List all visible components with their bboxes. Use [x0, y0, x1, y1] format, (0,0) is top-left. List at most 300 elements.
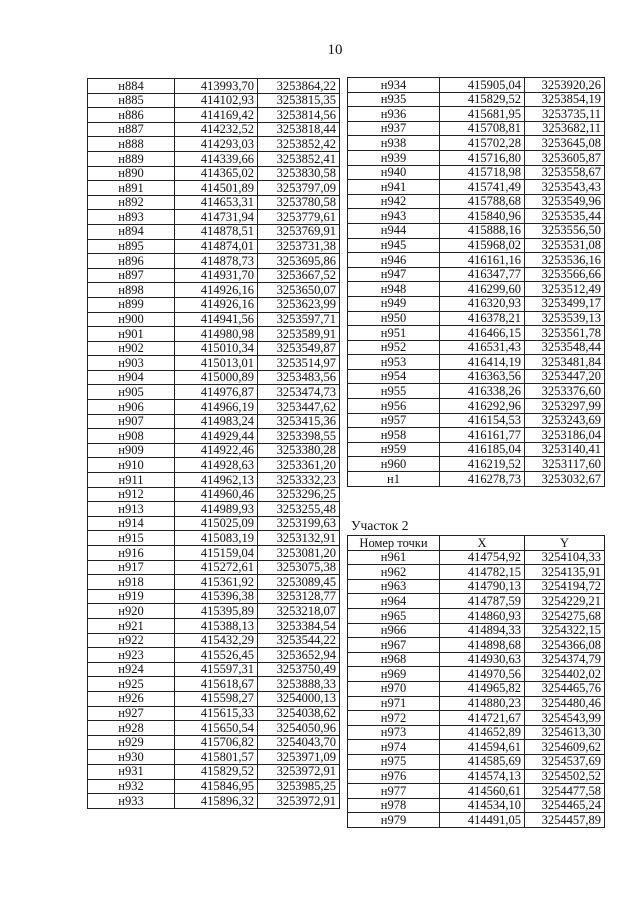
x-coordinate-cell: 414491,05 — [440, 813, 525, 828]
y-coordinate-cell: 3253081,20 — [258, 546, 340, 561]
table-row — [88, 443, 340, 458]
table-row — [348, 369, 605, 384]
y-coordinate-cell: 3253332,23 — [258, 473, 340, 488]
y-coordinate-cell: 3253483,56 — [258, 370, 340, 385]
y-coordinate-cell: 3253549,96 — [525, 194, 605, 209]
x-coordinate-cell: 413993,70 — [175, 79, 258, 94]
table-row — [348, 282, 605, 297]
y-coordinate-cell: 3253854,19 — [525, 92, 605, 107]
point-number-cell: н908 — [88, 429, 175, 444]
x-coordinate-cell: 416292,96 — [440, 399, 525, 414]
y-coordinate-cell: 3253852,42 — [258, 137, 340, 152]
x-coordinate-cell: 415000,89 — [175, 370, 258, 385]
y-coordinate-cell: 3253750,49 — [258, 662, 340, 677]
y-coordinate-cell: 3253852,41 — [258, 151, 340, 166]
table-row — [348, 754, 605, 769]
point-number-cell: н911 — [88, 473, 175, 488]
y-coordinate-cell: 3253255,48 — [258, 502, 340, 517]
y-coordinate-cell: 3253243,69 — [525, 413, 605, 428]
point-number-cell: н935 — [348, 92, 440, 107]
x-coordinate-cell: 414966,19 — [175, 400, 258, 415]
x-coordinate-cell: 414339,66 — [175, 151, 258, 166]
point-number-cell: н969 — [348, 667, 440, 682]
table-row — [88, 137, 340, 152]
point-number-cell: н906 — [88, 400, 175, 415]
table-row — [88, 473, 340, 488]
point-number-cell: н921 — [88, 618, 175, 633]
y-coordinate-cell: 3253814,56 — [258, 108, 340, 123]
point-number-cell: н963 — [348, 579, 440, 594]
table-row — [348, 696, 605, 711]
point-number-cell: н950 — [348, 311, 440, 326]
x-coordinate-cell: 416414,19 — [440, 355, 525, 370]
table-row — [88, 794, 340, 809]
y-coordinate-cell: 3254543,99 — [525, 711, 605, 726]
table-row — [348, 150, 605, 165]
y-coordinate-cell: 3253818,44 — [258, 122, 340, 137]
table-row — [88, 283, 340, 298]
y-coordinate-cell: 3253376,60 — [525, 384, 605, 399]
x-coordinate-cell: 415718,98 — [440, 165, 525, 180]
header-x: X — [440, 536, 525, 551]
x-coordinate-cell: 415083,19 — [175, 531, 258, 546]
x-coordinate-cell: 415615,33 — [175, 706, 258, 721]
x-coordinate-cell: 414898,68 — [440, 638, 525, 653]
table-row — [348, 92, 605, 107]
table-row — [348, 457, 605, 472]
x-coordinate-cell: 414922,46 — [175, 443, 258, 458]
table-row — [348, 78, 605, 93]
point-number-cell: н941 — [348, 180, 440, 195]
y-coordinate-cell: 3253650,07 — [258, 283, 340, 298]
y-coordinate-cell: 3254043,70 — [258, 735, 340, 750]
point-number-cell: н895 — [88, 239, 175, 254]
y-coordinate-cell: 3253297,99 — [525, 399, 605, 414]
y-coordinate-cell: 3254477,58 — [525, 784, 605, 799]
y-coordinate-cell: 3253186,04 — [525, 428, 605, 443]
coordinates-table-section-2 — [347, 535, 605, 828]
y-coordinate-cell: 3253735,11 — [525, 107, 605, 122]
y-coordinate-cell: 3254402,02 — [525, 667, 605, 682]
point-number-cell: н973 — [348, 725, 440, 740]
x-coordinate-cell: 414894,33 — [440, 623, 525, 638]
table-row — [348, 355, 605, 370]
x-coordinate-cell: 416347,77 — [440, 267, 525, 282]
point-number-cell: н965 — [348, 608, 440, 623]
x-coordinate-cell: 414874,01 — [175, 239, 258, 254]
x-coordinate-cell: 414731,94 — [175, 210, 258, 225]
point-number-cell: н961 — [348, 550, 440, 565]
y-coordinate-cell: 3254322,15 — [525, 623, 605, 638]
x-coordinate-cell: 415896,32 — [175, 794, 258, 809]
point-number-cell: н938 — [348, 136, 440, 151]
x-coordinate-cell: 415829,52 — [175, 764, 258, 779]
table-row — [88, 195, 340, 210]
table-row — [348, 384, 605, 399]
x-coordinate-cell: 416219,52 — [440, 457, 525, 472]
y-coordinate-cell: 3253512,49 — [525, 282, 605, 297]
y-coordinate-cell: 3254537,69 — [525, 754, 605, 769]
point-number-cell: н884 — [88, 79, 175, 94]
table-row — [88, 166, 340, 181]
table-row — [348, 326, 605, 341]
table-row — [348, 428, 605, 443]
x-coordinate-cell: 416278,73 — [440, 472, 525, 487]
table-header-row — [348, 536, 605, 551]
table-row — [348, 180, 605, 195]
point-number-cell: н919 — [88, 589, 175, 604]
y-coordinate-cell: 3253779,61 — [258, 210, 340, 225]
header-y: Y — [525, 536, 605, 551]
y-coordinate-cell: 3253667,52 — [258, 268, 340, 283]
point-number-cell: н896 — [88, 254, 175, 269]
x-coordinate-cell: 415681,95 — [440, 107, 525, 122]
table-row — [88, 458, 340, 473]
table-row — [348, 813, 605, 828]
point-number-cell: н939 — [348, 150, 440, 165]
table-row — [88, 546, 340, 561]
table-row — [88, 93, 340, 108]
table-row — [88, 618, 340, 633]
y-coordinate-cell: 3254457,89 — [525, 813, 605, 828]
y-coordinate-cell: 3254465,24 — [525, 798, 605, 813]
x-coordinate-cell: 415361,92 — [175, 575, 258, 590]
y-coordinate-cell: 3253543,43 — [525, 180, 605, 195]
x-coordinate-cell: 414965,82 — [440, 681, 525, 696]
point-number-cell: н932 — [88, 779, 175, 794]
x-coordinate-cell: 415708,81 — [440, 121, 525, 136]
y-coordinate-cell: 3253623,99 — [258, 297, 340, 312]
y-coordinate-cell: 3253514,97 — [258, 356, 340, 371]
point-number-cell: н927 — [88, 706, 175, 721]
table-row — [348, 608, 605, 623]
y-coordinate-cell: 3253645,08 — [525, 136, 605, 151]
y-coordinate-cell: 3253474,73 — [258, 385, 340, 400]
y-coordinate-cell: 3254374,79 — [525, 652, 605, 667]
table-row — [348, 296, 605, 311]
table-row — [88, 239, 340, 254]
point-number-cell: н920 — [88, 604, 175, 619]
x-coordinate-cell: 415702,28 — [440, 136, 525, 151]
table-row — [88, 297, 340, 312]
point-number-cell: н968 — [348, 652, 440, 667]
right-top-table-body — [348, 78, 605, 487]
x-coordinate-cell: 414782,15 — [440, 565, 525, 580]
point-number-cell: н912 — [88, 487, 175, 502]
y-coordinate-cell: 3253384,54 — [258, 618, 340, 633]
point-number-cell: н966 — [348, 623, 440, 638]
table-row — [88, 706, 340, 721]
x-coordinate-cell: 415272,61 — [175, 560, 258, 575]
x-coordinate-cell: 414721,67 — [440, 711, 525, 726]
point-number-cell: н891 — [88, 181, 175, 196]
x-coordinate-cell: 414983,24 — [175, 414, 258, 429]
table-row — [348, 725, 605, 740]
table-row — [88, 414, 340, 429]
y-coordinate-cell: 3253361,20 — [258, 458, 340, 473]
x-coordinate-cell: 416185,04 — [440, 442, 525, 457]
table-row — [88, 662, 340, 677]
y-coordinate-cell: 3253128,77 — [258, 589, 340, 604]
y-coordinate-cell: 3253539,13 — [525, 311, 605, 326]
y-coordinate-cell: 3253447,62 — [258, 400, 340, 415]
y-coordinate-cell: 3254050,96 — [258, 721, 340, 736]
point-number-cell: н975 — [348, 754, 440, 769]
point-number-cell: н905 — [88, 385, 175, 400]
x-coordinate-cell: 414754,92 — [440, 550, 525, 565]
y-coordinate-cell: 3253089,45 — [258, 575, 340, 590]
y-coordinate-cell: 3253548,44 — [525, 340, 605, 355]
point-number-cell: н887 — [88, 122, 175, 137]
point-number-cell: н960 — [348, 457, 440, 472]
point-number-cell: н972 — [348, 711, 440, 726]
point-number-cell: н946 — [348, 253, 440, 268]
table-row — [348, 594, 605, 609]
y-coordinate-cell: 3254135,91 — [525, 565, 605, 580]
x-coordinate-cell: 416154,53 — [440, 413, 525, 428]
point-number-cell: н934 — [348, 78, 440, 93]
y-coordinate-cell: 3253415,36 — [258, 414, 340, 429]
x-coordinate-cell: 416378,21 — [440, 311, 525, 326]
x-coordinate-cell: 415432,29 — [175, 633, 258, 648]
y-coordinate-cell: 3253558,67 — [525, 165, 605, 180]
point-number-cell: н933 — [88, 794, 175, 809]
y-coordinate-cell: 3254275,68 — [525, 608, 605, 623]
point-number-cell: н954 — [348, 369, 440, 384]
x-coordinate-cell: 414652,89 — [440, 725, 525, 740]
table-row — [348, 413, 605, 428]
x-coordinate-cell: 414989,93 — [175, 502, 258, 517]
point-number-cell: н977 — [348, 784, 440, 799]
x-coordinate-cell: 415650,54 — [175, 721, 258, 736]
x-coordinate-cell: 415395,89 — [175, 604, 258, 619]
y-coordinate-cell: 3253864,22 — [258, 79, 340, 94]
table-row — [348, 253, 605, 268]
table-row — [88, 79, 340, 94]
y-coordinate-cell: 3253481,84 — [525, 355, 605, 370]
x-coordinate-cell: 415829,52 — [440, 92, 525, 107]
point-number-cell: н952 — [348, 340, 440, 355]
y-coordinate-cell: 3253972,91 — [258, 794, 340, 809]
y-coordinate-cell: 3253536,16 — [525, 253, 605, 268]
point-number-cell: н936 — [348, 107, 440, 122]
table-row — [348, 784, 605, 799]
point-number-cell: н900 — [88, 312, 175, 327]
point-number-cell: н913 — [88, 502, 175, 517]
y-coordinate-cell: 3254038,62 — [258, 706, 340, 721]
point-number-cell: н951 — [348, 326, 440, 341]
x-coordinate-cell: 416338,26 — [440, 384, 525, 399]
point-number-cell: н923 — [88, 648, 175, 663]
y-coordinate-cell: 3253499,17 — [525, 296, 605, 311]
point-number-cell: н916 — [88, 546, 175, 561]
x-coordinate-cell: 414930,63 — [440, 652, 525, 667]
y-coordinate-cell: 3253117,60 — [525, 457, 605, 472]
y-coordinate-cell: 3253589,91 — [258, 327, 340, 342]
x-coordinate-cell: 415706,82 — [175, 735, 258, 750]
table-row — [348, 107, 605, 122]
point-number-cell: н947 — [348, 267, 440, 282]
table-row — [88, 735, 340, 750]
y-coordinate-cell: 3254502,52 — [525, 769, 605, 784]
y-coordinate-cell: 3254465,76 — [525, 681, 605, 696]
y-coordinate-cell: 3253380,28 — [258, 443, 340, 458]
section-title: Участок 2 — [351, 518, 409, 533]
x-coordinate-cell: 416363,56 — [440, 369, 525, 384]
x-coordinate-cell: 416466,15 — [440, 326, 525, 341]
x-coordinate-cell: 414926,16 — [175, 297, 258, 312]
table-row — [88, 356, 340, 371]
x-coordinate-cell: 416531,43 — [440, 340, 525, 355]
left-table-body — [88, 79, 340, 809]
x-coordinate-cell: 414860,93 — [440, 608, 525, 623]
x-coordinate-cell: 415888,16 — [440, 223, 525, 238]
table-row — [348, 711, 605, 726]
point-number-cell: н931 — [88, 764, 175, 779]
x-coordinate-cell: 415013,01 — [175, 356, 258, 371]
point-number-cell: н964 — [348, 594, 440, 609]
x-coordinate-cell: 414980,98 — [175, 327, 258, 342]
x-coordinate-cell: 415716,80 — [440, 150, 525, 165]
point-number-cell: н929 — [88, 735, 175, 750]
point-number-cell: н904 — [88, 370, 175, 385]
table-row — [348, 652, 605, 667]
table-row — [88, 487, 340, 502]
y-coordinate-cell: 3253447,20 — [525, 369, 605, 384]
point-number-cell: н974 — [348, 740, 440, 755]
y-coordinate-cell: 3253682,11 — [525, 121, 605, 136]
point-number-cell: н944 — [348, 223, 440, 238]
table-row — [88, 560, 340, 575]
point-number-cell: н897 — [88, 268, 175, 283]
y-coordinate-cell: 3253972,91 — [258, 764, 340, 779]
table-row — [88, 327, 340, 342]
point-number-cell: н922 — [88, 633, 175, 648]
x-coordinate-cell: 414232,52 — [175, 122, 258, 137]
table-row — [348, 311, 605, 326]
x-coordinate-cell: 414574,13 — [440, 769, 525, 784]
x-coordinate-cell: 414560,61 — [440, 784, 525, 799]
y-coordinate-cell: 3254104,33 — [525, 550, 605, 565]
x-coordinate-cell: 414970,56 — [440, 667, 525, 682]
table-row — [88, 151, 340, 166]
point-number-cell: н903 — [88, 356, 175, 371]
table-row — [88, 385, 340, 400]
table-row — [88, 604, 340, 619]
y-coordinate-cell: 3253888,33 — [258, 677, 340, 692]
x-coordinate-cell: 414787,59 — [440, 594, 525, 609]
point-number-cell: н909 — [88, 443, 175, 458]
page-number: 10 — [327, 42, 343, 58]
y-coordinate-cell: 3254194,72 — [525, 579, 605, 594]
y-coordinate-cell: 3253566,66 — [525, 267, 605, 282]
x-coordinate-cell: 415618,67 — [175, 677, 258, 692]
x-coordinate-cell: 414928,63 — [175, 458, 258, 473]
point-number-cell: н924 — [88, 662, 175, 677]
table-row — [348, 136, 605, 151]
point-number-cell: н942 — [348, 194, 440, 209]
table-row — [88, 254, 340, 269]
point-number-cell: н959 — [348, 442, 440, 457]
x-coordinate-cell: 414929,44 — [175, 429, 258, 444]
point-number-cell: н898 — [88, 283, 175, 298]
y-coordinate-cell: 3253398,55 — [258, 429, 340, 444]
table-row — [88, 589, 340, 604]
x-coordinate-cell: 415597,31 — [175, 662, 258, 677]
table-row — [88, 181, 340, 196]
x-coordinate-cell: 415388,13 — [175, 618, 258, 633]
x-coordinate-cell: 414653,31 — [175, 195, 258, 210]
y-coordinate-cell: 3253815,35 — [258, 93, 340, 108]
point-number-cell: н889 — [88, 151, 175, 166]
point-number-cell: н948 — [348, 282, 440, 297]
table-row — [88, 779, 340, 794]
table-row — [348, 223, 605, 238]
y-coordinate-cell: 3253830,58 — [258, 166, 340, 181]
x-coordinate-cell: 415159,04 — [175, 546, 258, 561]
table-row — [348, 209, 605, 224]
x-coordinate-cell: 415968,02 — [440, 238, 525, 253]
point-number-cell: н955 — [348, 384, 440, 399]
section-2-table-body — [348, 550, 605, 827]
table-row — [348, 798, 605, 813]
table-row — [88, 516, 340, 531]
x-coordinate-cell: 414931,70 — [175, 268, 258, 283]
y-coordinate-cell: 3253218,07 — [258, 604, 340, 619]
table-row — [348, 638, 605, 653]
table-row — [88, 531, 340, 546]
y-coordinate-cell: 3254480,46 — [525, 696, 605, 711]
point-number-cell: н918 — [88, 575, 175, 590]
table-row — [88, 268, 340, 283]
y-coordinate-cell: 3253652,94 — [258, 648, 340, 663]
y-coordinate-cell: 3253531,08 — [525, 238, 605, 253]
point-number-cell: н899 — [88, 297, 175, 312]
x-coordinate-cell: 414962,13 — [175, 473, 258, 488]
x-coordinate-cell: 415010,34 — [175, 341, 258, 356]
x-coordinate-cell: 414169,42 — [175, 108, 258, 123]
x-coordinate-cell: 414501,89 — [175, 181, 258, 196]
table-row — [88, 312, 340, 327]
y-coordinate-cell: 3253549,87 — [258, 341, 340, 356]
point-number-cell: н928 — [88, 721, 175, 736]
table-row — [88, 721, 340, 736]
x-coordinate-cell: 416161,77 — [440, 428, 525, 443]
y-coordinate-cell: 3253695,86 — [258, 254, 340, 269]
table-row — [348, 194, 605, 209]
point-number-cell: н967 — [348, 638, 440, 653]
x-coordinate-cell: 416299,60 — [440, 282, 525, 297]
table-row — [88, 224, 340, 239]
table-row — [88, 691, 340, 706]
table-row — [88, 750, 340, 765]
y-coordinate-cell: 3253920,26 — [525, 78, 605, 93]
table-row — [88, 210, 340, 225]
point-number-cell: н888 — [88, 137, 175, 152]
x-coordinate-cell: 414534,10 — [440, 798, 525, 813]
x-coordinate-cell: 414365,02 — [175, 166, 258, 181]
table-row — [348, 238, 605, 253]
y-coordinate-cell: 3253544,22 — [258, 633, 340, 648]
x-coordinate-cell: 415905,04 — [440, 78, 525, 93]
x-coordinate-cell: 415788,68 — [440, 194, 525, 209]
y-coordinate-cell: 3253971,09 — [258, 750, 340, 765]
x-coordinate-cell: 415526,45 — [175, 648, 258, 663]
table-row — [348, 740, 605, 755]
point-number-cell: н907 — [88, 414, 175, 429]
point-number-cell: н945 — [348, 238, 440, 253]
table-row — [88, 575, 340, 590]
